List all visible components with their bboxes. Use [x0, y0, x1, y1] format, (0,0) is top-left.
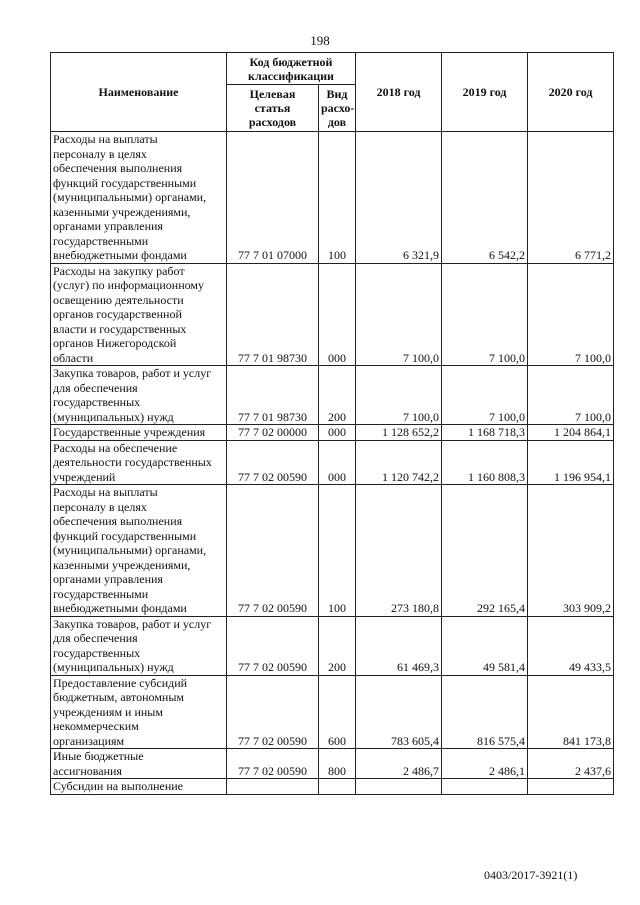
header-year-2018: 2018 год [356, 53, 442, 132]
row-value-2020: 1 196 954,1 [528, 440, 614, 485]
header-year-2020: 2020 год [528, 53, 614, 132]
row-target-item: 77 7 01 07000 [227, 132, 319, 264]
row-name-line: организациям [53, 733, 125, 748]
row-name-line: персоналу в целях [53, 499, 147, 514]
row-expense-type: 600 [319, 675, 356, 749]
row-name-line: внебюджетными фондами [53, 601, 187, 615]
row-name-line: Закупка товаров, работ и услуг [53, 366, 212, 380]
row-name-line: бюджетным, автономным [53, 690, 184, 704]
row-name-line: (услуг) по информационному [53, 278, 204, 292]
row-value-2018: 61 469,3 [356, 616, 442, 675]
row-name-line: для обеспечения [53, 380, 138, 395]
document-code: 0403/2017-3921(1) [484, 868, 578, 882]
header-expense-type-line: расхо- [321, 101, 355, 115]
table-row [51, 132, 614, 264]
row-value-2018: 273 180,8 [356, 485, 442, 617]
table-row [51, 749, 614, 779]
table-row [51, 425, 614, 441]
row-name-line: органами управления [53, 572, 163, 586]
row-expense-type: 000 [319, 425, 356, 441]
row-name [51, 132, 227, 264]
table-row [51, 485, 614, 617]
table-row [51, 616, 614, 675]
row-name [51, 425, 227, 441]
row-name-line: Расходы на обеспечение [53, 440, 178, 455]
table-row [51, 779, 614, 795]
row-name [51, 366, 227, 425]
row-target-item: 77 7 02 00590 [227, 675, 319, 749]
row-name-line: некоммерческим [53, 719, 139, 733]
row-name-line: Расходы на выплаты [53, 132, 158, 146]
row-name [51, 779, 227, 795]
row-name-line: государственных [53, 395, 141, 409]
row-value-2019: 6 542,2 [442, 132, 528, 264]
header-target-item-line: расходов [248, 115, 297, 129]
row-expense-type [319, 779, 356, 795]
row-value-2018: 2 486,7 [356, 749, 442, 779]
row-name [51, 485, 227, 617]
table-body [51, 132, 614, 795]
row-value-2018: 1 120 742,2 [356, 440, 442, 485]
header-code-group-line: классификации [248, 68, 334, 83]
table-row [51, 440, 614, 485]
row-value-2019: 7 100,0 [442, 366, 528, 425]
table-row [51, 263, 614, 366]
row-value-2020 [528, 779, 614, 795]
row-name-line: Расходы на закупку работ [53, 263, 185, 278]
row-name-line: органов государственной [53, 307, 182, 321]
row-name-line: (муниципальных) нужд [53, 660, 174, 674]
row-name-line: обеспечения выполнения [53, 161, 183, 175]
row-name-line: государственных [53, 645, 141, 660]
row-value-2019: 2 486,1 [442, 749, 528, 779]
row-target-item: 77 7 02 00590 [227, 440, 319, 485]
row-name-line: для обеспечения [53, 631, 138, 645]
row-name-line: Расходы на выплаты [53, 485, 158, 499]
row-name-line: (муниципальными) органами, [53, 543, 207, 557]
header-expense-type-line: дов [327, 115, 347, 129]
row-name-line: функций государственными [53, 528, 197, 543]
row-name-line: Закупка товаров, работ и услуг [53, 616, 212, 631]
header-target-item [227, 85, 319, 132]
row-value-2020: 2 437,6 [528, 749, 614, 779]
header-code-group-line: Код бюджетной [249, 54, 333, 69]
row-name-line: государственными [53, 586, 149, 601]
row-name-line: внебюджетными фондами [53, 248, 187, 262]
row-value-2019: 816 575,4 [442, 675, 528, 749]
row-value-2020: 7 100,0 [528, 366, 614, 425]
row-expense-type: 000 [319, 263, 356, 366]
row-name [51, 440, 227, 485]
row-value-2019: 1 168 718,3 [442, 425, 528, 441]
row-expense-type: 200 [319, 616, 356, 675]
row-name-line: Государственные учреждения [53, 425, 206, 439]
row-name [51, 749, 227, 779]
row-target-item: 77 7 02 00000 [227, 425, 319, 441]
row-name [51, 263, 227, 366]
row-name-line: деятельности государственных [53, 455, 212, 469]
row-name-line: органами управления [53, 219, 163, 233]
row-value-2020: 49 433,5 [528, 616, 614, 675]
row-name-line: освещению деятельности [53, 292, 184, 307]
row-name-line: персоналу в целях [53, 146, 147, 161]
table-row [51, 366, 614, 425]
row-value-2019: 7 100,0 [442, 263, 528, 366]
row-name-line: органов Нижегородской [53, 336, 177, 350]
row-name-line: функций государственными [53, 175, 197, 190]
row-name-line: учреждений [53, 469, 116, 484]
row-value-2018: 7 100,0 [356, 263, 442, 366]
row-value-2019: 49 581,4 [442, 616, 528, 675]
row-expense-type: 800 [319, 749, 356, 779]
row-name-line: государственными [53, 233, 149, 248]
row-expense-type: 200 [319, 366, 356, 425]
row-name-line: области [53, 350, 94, 365]
table-row [51, 675, 614, 749]
row-value-2019: 292 165,4 [442, 485, 528, 617]
row-target-item: 77 7 01 98730 [227, 263, 319, 366]
header-name: Наименование [51, 53, 227, 132]
row-value-2020: 7 100,0 [528, 263, 614, 366]
row-name-line: (муниципальными) органами, [53, 190, 207, 204]
row-name-line: власти и государственных [53, 321, 187, 336]
row-name [51, 675, 227, 749]
header-expense-type-line: Вид [326, 87, 348, 101]
row-value-2020: 303 909,2 [528, 485, 614, 617]
row-name-line: казенными учреждениями, [53, 557, 191, 572]
row-expense-type: 100 [319, 132, 356, 264]
budget-table [50, 52, 614, 795]
row-name [51, 616, 227, 675]
row-name-line: Иные бюджетные [53, 749, 144, 763]
row-value-2020: 1 204 864,1 [528, 425, 614, 441]
header-year-2019: 2019 год [442, 53, 528, 132]
row-name-line: казенными учреждениями, [53, 204, 191, 219]
row-value-2020: 6 771,2 [528, 132, 614, 264]
row-target-item: 77 7 01 98730 [227, 366, 319, 425]
header-code-group [227, 53, 356, 85]
row-expense-type: 000 [319, 440, 356, 485]
row-value-2018 [356, 779, 442, 795]
row-name-line: (муниципальных) нужд [53, 409, 174, 424]
row-value-2018: 7 100,0 [356, 366, 442, 425]
row-value-2018: 1 128 652,2 [356, 425, 442, 441]
row-expense-type: 100 [319, 485, 356, 617]
header-expense-type [319, 85, 356, 132]
page-number: 198 [310, 33, 330, 48]
row-name-line: Субсидии на выполнение [53, 779, 183, 793]
row-target-item: 77 7 02 00590 [227, 749, 319, 779]
row-value-2019 [442, 779, 528, 795]
row-value-2019: 1 160 808,3 [442, 440, 528, 485]
row-name-line: ассигнования [53, 763, 122, 778]
row-value-2020: 841 173,8 [528, 675, 614, 749]
row-value-2018: 783 605,4 [356, 675, 442, 749]
row-name-line: Предоставление субсидий [53, 675, 188, 690]
row-name-line: обеспечения выполнения [53, 514, 183, 528]
row-target-item: 77 7 02 00590 [227, 485, 319, 617]
row-value-2018: 6 321,9 [356, 132, 442, 264]
header-target-item-line: статья [254, 101, 291, 115]
header-target-item-line: Целевая [249, 87, 296, 101]
row-target-item: 77 7 02 00590 [227, 616, 319, 675]
row-name-line: учреждениям и иным [53, 704, 163, 719]
row-target-item [227, 779, 319, 795]
